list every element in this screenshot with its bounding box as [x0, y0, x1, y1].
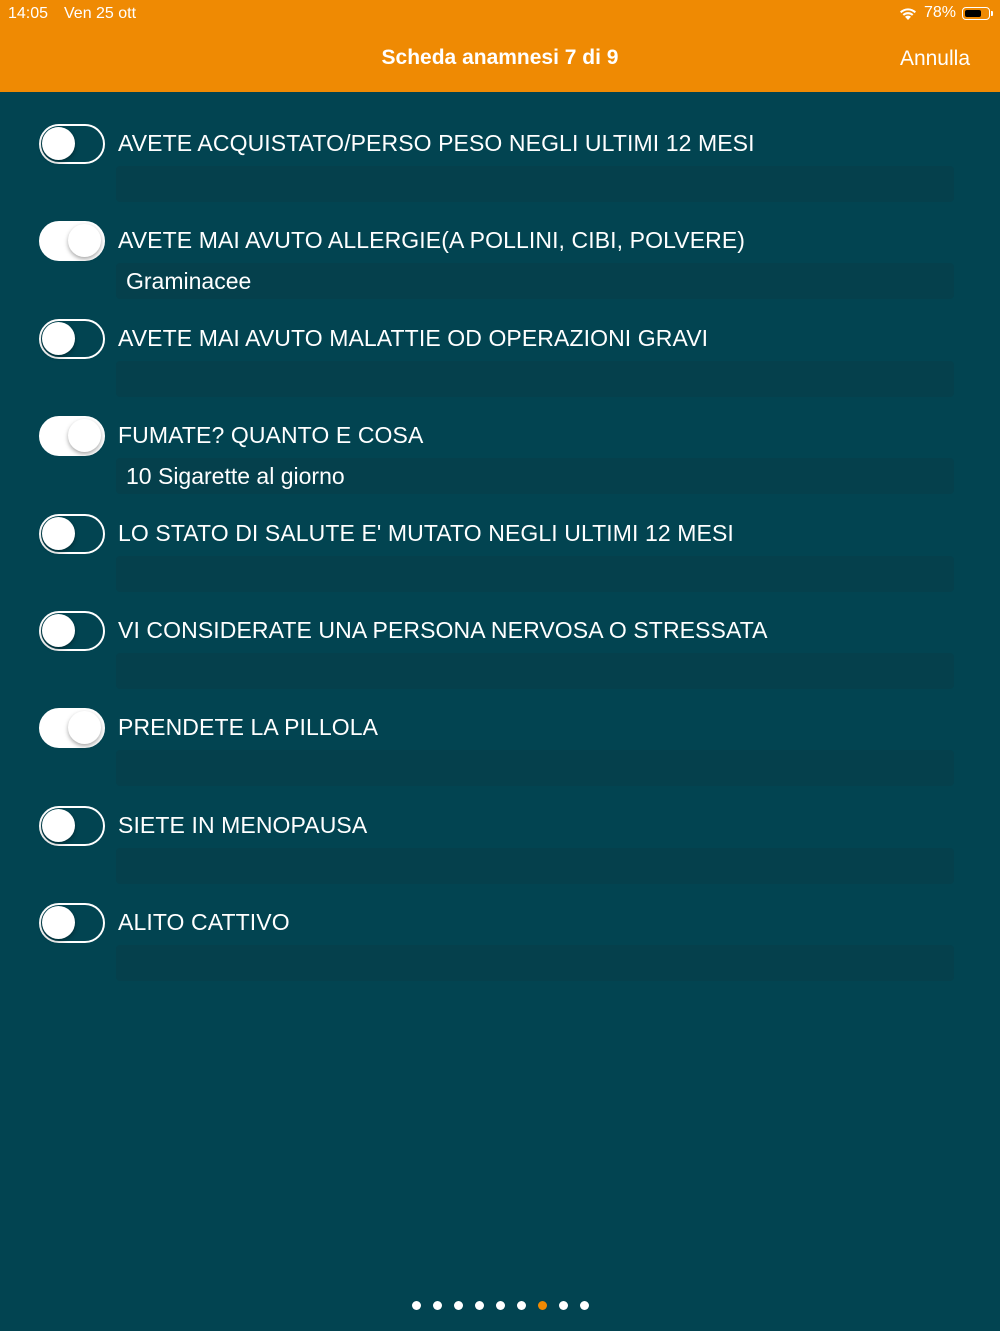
toggle-knob	[42, 322, 75, 355]
status-indicators	[898, 4, 990, 22]
question-toggle[interactable]	[39, 611, 105, 651]
question-label: AVETE MAI AVUTO MALATTIE OD OPERAZIONI GRAVI	[118, 324, 709, 351]
page-indicator[interactable]	[0, 1301, 1000, 1310]
toggle-knob	[42, 127, 75, 160]
page-dot[interactable]	[580, 1301, 589, 1310]
question-row	[0, 774, 1000, 871]
question-label: LO STATO DI SALUTE E' MUTATO NEGLI ULTIMI 12 MESI	[118, 519, 734, 546]
page-dot[interactable]	[559, 1301, 568, 1310]
question-label: SIETE IN MENOPAUSA	[118, 811, 368, 838]
status-time: 14:05	[8, 5, 49, 22]
answer-field[interactable]: Graminacee	[116, 263, 954, 299]
navigation-bar	[0, 0, 1000, 92]
question-row	[0, 579, 1000, 676]
question-label: VI CONSIDERATE UNA PERSONA NERVOSA O STRESSATA	[118, 617, 768, 643]
cancel-button[interactable]: Annulla	[899, 47, 970, 70]
question-row	[0, 676, 1000, 773]
page-dot[interactable]	[433, 1301, 442, 1310]
page-dot[interactable]	[412, 1301, 421, 1310]
toggle-knob	[42, 906, 75, 939]
question-row	[0, 482, 1000, 579]
battery-percent: 78%	[923, 4, 956, 21]
page-dot[interactable]	[475, 1301, 484, 1310]
question-row	[0, 189, 1000, 295]
page-title: Scheda anamnesi 7 di 9	[381, 46, 619, 69]
question-row	[0, 92, 1000, 189]
toggle-knob	[42, 517, 75, 550]
question-row	[0, 871, 1000, 968]
question-row	[0, 384, 1000, 490]
question-toggle[interactable]	[39, 708, 105, 748]
question-label: AVETE MAI AVUTO ALLERGIE(A POLLINI, CIBI, POLVERE)	[118, 227, 746, 254]
question-toggle[interactable]	[39, 124, 105, 164]
question-row	[0, 287, 1000, 384]
answer-field[interactable]: 10 Sigarette al giorno	[116, 458, 954, 494]
question-toggle[interactable]	[39, 319, 105, 359]
page-dot[interactable]	[517, 1301, 526, 1310]
page-dot[interactable]	[454, 1301, 463, 1310]
toggle-knob	[68, 224, 101, 257]
toggle-knob	[42, 614, 75, 647]
question-toggle[interactable]	[39, 903, 105, 943]
question-toggle[interactable]	[39, 221, 105, 261]
toggle-knob	[68, 711, 101, 744]
wifi-icon	[898, 6, 918, 21]
battery-icon	[962, 7, 990, 20]
answer-field[interactable]	[116, 945, 954, 981]
question-label: FUMATE? QUANTO E COSA	[118, 422, 424, 449]
question-toggle[interactable]	[39, 514, 105, 554]
toggle-knob	[68, 419, 101, 452]
question-label: AVETE ACQUISTATO/PERSO PESO NEGLI ULTIMI 12 MESI	[118, 130, 755, 156]
question-label: ALITO CATTIVO	[118, 909, 290, 936]
question-toggle[interactable]	[39, 416, 105, 456]
toggle-knob	[42, 809, 75, 842]
page-dot-active[interactable]	[538, 1301, 547, 1310]
question-toggle[interactable]	[39, 806, 105, 846]
status-date: Ven 25 ott	[64, 5, 137, 22]
page-dot[interactable]	[496, 1301, 505, 1310]
question-label: PRENDETE LA PILLOLA	[118, 714, 379, 741]
